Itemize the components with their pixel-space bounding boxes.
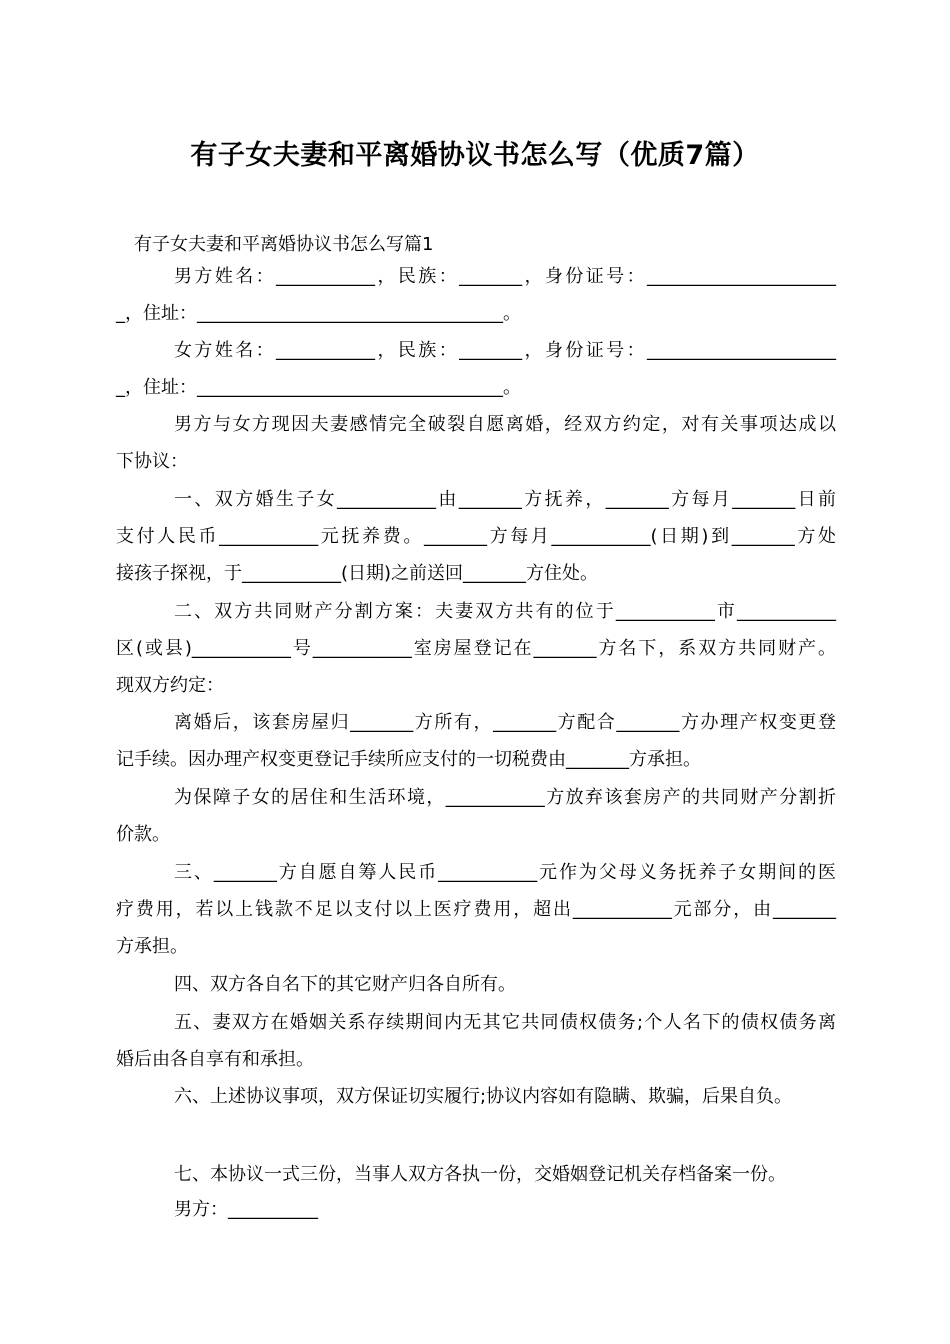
clause2b-line-1: 为保障子女的居住和生活环境，___________方放弃该套房产的共同财产分割折 <box>174 787 836 808</box>
clause2a-line-2: 记手续。因办理产权变更登记手续所应支付的一切税费由_______方承担。 <box>116 749 701 770</box>
clause2b-line-2: 价款。 <box>116 824 170 845</box>
clause4-line: 四、双方各自名下的其它财产归各自所有。 <box>174 974 516 995</box>
clause2-line-1: 二、双方共同财产分割方案：夫妻双方共有的位于___________市___________ <box>174 601 836 622</box>
clause2-line-3: 现双方约定： <box>116 675 224 696</box>
clause5-line-1: 五、妻双方在婚姻关系存续期间内无其它共同债权债务;个人名下的债权债务离 <box>174 1012 836 1033</box>
section-heading: 有子女夫妻和平离婚协议书怎么写篇1 <box>134 234 434 255</box>
clause1-line-3: 接孩子探视，于___________(日期)之前送回_______方住处。 <box>116 563 599 584</box>
clause6-line: 六、上述协议事项，双方保证切实履行;协议内容如有隐瞒、欺骗，后果自负。 <box>174 1086 793 1107</box>
clause3-line-1: 三、_______方自愿自筹人民币___________元作为父母义务抚养子女期间的医 <box>174 862 836 883</box>
signature-male-line: 男方：__________ <box>174 1199 318 1220</box>
clause3-line-3: 方承担。 <box>116 936 188 957</box>
male-info-line-2: _，住址：__________________________________。 <box>116 303 521 324</box>
clause5-line-2: 婚后由各自享有和承担。 <box>116 1049 314 1070</box>
clause3-line-2: 疗费用，若以上钱款不足以支付以上医疗费用，超出___________元部分，由_______ <box>116 899 836 920</box>
clause2-line-2: 区(或县)___________号___________室房屋登记在_______方名下，系双方共同财产。 <box>116 638 836 659</box>
intro-line-1: 男方与女方现因夫妻感情完全破裂自愿离婚，经双方约定，对有关事项达成以 <box>174 414 836 435</box>
clause2a-line-1: 离婚后，该套房屋归_______方所有，_______方配合_______方办理产权变更登 <box>174 712 836 733</box>
female-info-line-2: _，住址：__________________________________。 <box>116 377 521 398</box>
clause1-line-2: 支付人民币___________元抚养费。_______方每月___________(日期)到_______方处 <box>116 526 836 547</box>
clause7-line: 七、本协议一式三份，当事人双方各执一份，交婚姻登记机关存档备案一份。 <box>174 1164 786 1185</box>
female-info-line-1: 女方姓名：___________，民族：_______，身份证号：_____________________ <box>174 340 836 361</box>
intro-line-2: 下协议： <box>116 451 188 472</box>
document-title: 有子女夫妻和平离婚协议书怎么写（优质7篇） <box>190 140 760 171</box>
clause1-line-1: 一、双方婚生子女___________由_______方抚养，_______方每月_______日前 <box>174 489 836 510</box>
male-info-line-1: 男方姓名：___________，民族：_______，身份证号：_____________________ <box>174 266 836 287</box>
